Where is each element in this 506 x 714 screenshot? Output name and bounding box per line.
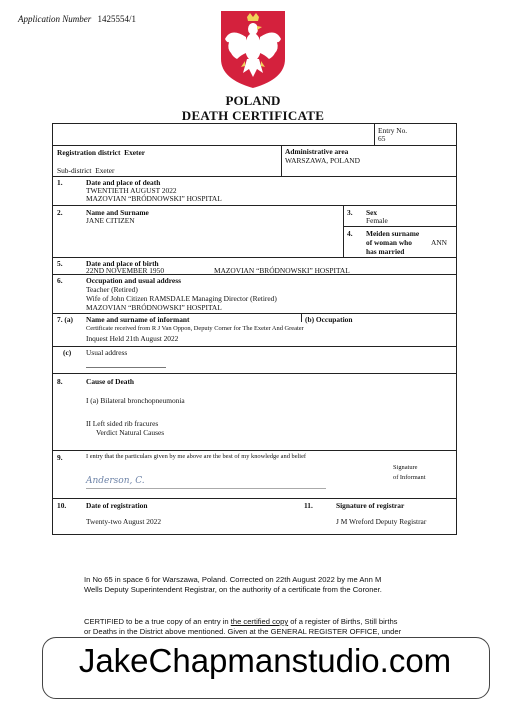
rule	[53, 450, 456, 451]
death-date-label: Date and place of death	[86, 178, 161, 187]
usual-address-blank	[86, 367, 166, 368]
field-10-number: 10.	[57, 501, 67, 510]
occupation-line-1: Teacher (Retired)	[86, 285, 138, 294]
birth-date-value: 22ND NOVEMBER 1950	[86, 266, 165, 275]
application-number	[18, 14, 136, 24]
death-place-value: MAZOVIAN “BRÓDNOWSKI” HOSPITAL	[86, 194, 222, 203]
occupation-line-3: MAZOVIAN “BRÓDNOWSKI” HOSPITAL	[86, 303, 222, 312]
informant-occupation-label: (b) Occupation	[305, 315, 353, 324]
informant-line-2: Inquest Held 21th August 2022	[86, 334, 179, 343]
occupation-line-2: Wife of John Citizen RAMSDALE Managing Director (Retired)	[86, 294, 277, 303]
field-4-number: 4.	[347, 229, 353, 238]
application-number-value: 1425554/1	[97, 14, 137, 24]
certified-text-part-2: of a register of Births, Still births	[288, 617, 398, 626]
field-7c-number: (c)	[63, 348, 72, 357]
sex-label: Sex	[366, 208, 378, 217]
polish-eagle-emblem	[219, 9, 287, 89]
certified-text-part-1: CERTIFIED to be a true copy of an entry in	[84, 617, 231, 626]
field-1-number: 1.	[57, 178, 63, 187]
country-heading: POLAND	[225, 93, 281, 108]
cause-3: Verdict Natural Causes	[96, 428, 165, 437]
rule	[343, 226, 456, 227]
field-3-number: 3.	[347, 208, 353, 217]
field-5-number: 5.	[57, 259, 63, 268]
death-date-value: TWENTIETH AUGUST 2022	[86, 186, 177, 195]
sub-district-label: Sub-district	[57, 166, 92, 175]
usual-address-label: Usual address	[86, 348, 128, 357]
registration-date-value: Twenty-two August 2022	[86, 517, 162, 526]
watermark-text: JakeChapmanstudio.com	[78, 642, 452, 679]
maiden-label-2: of woman who	[366, 238, 412, 247]
signature-label-1: Signature	[393, 464, 418, 471]
entry-divider	[374, 124, 375, 145]
certificate-form	[52, 123, 457, 535]
entry-value: 65	[378, 134, 386, 143]
entry-label: Entry No.	[378, 126, 408, 135]
rule	[53, 145, 456, 146]
admin-area-label: Administrative area	[285, 147, 349, 156]
application-number-label: Application Number	[18, 14, 92, 24]
sub-district-value: Exeter	[95, 166, 115, 175]
occupation-divider	[301, 313, 302, 322]
cause-label: Cause of Death	[86, 377, 135, 386]
field-9-number: 9.	[57, 453, 63, 462]
rule	[53, 373, 456, 374]
rule	[53, 498, 456, 499]
admin-divider	[281, 145, 282, 176]
registration-district-label: Registration district	[57, 148, 121, 157]
signature-line	[86, 488, 326, 489]
name-value: JANE CITIZEN	[86, 216, 135, 225]
certified-copy-link: the certified copy	[230, 617, 289, 626]
registrar-signature-value: J M Wreford Deputy Registrar	[336, 517, 427, 526]
field-2-number: 2.	[57, 208, 63, 217]
cause-1: I (a) Bilateral bronchopneumonia	[86, 396, 185, 405]
signature-label-2: of Informant	[393, 474, 426, 481]
rule	[53, 313, 456, 314]
rule	[53, 205, 456, 206]
informant-line-1: Certificate received from R J Van Oppon, Deputy Corner for The Exeter And Greater	[86, 325, 304, 332]
registration-district	[57, 149, 145, 157]
informant-signature: Anderson, C.	[86, 476, 145, 486]
birth-label: Date and place of birth	[86, 259, 159, 268]
rule	[53, 257, 456, 258]
admin-area-value: WARSZAWA, POLAND	[285, 156, 360, 165]
sex-divider	[343, 205, 344, 257]
name-label: Name and Surname	[86, 208, 149, 217]
field-6-number: 6.	[57, 276, 63, 285]
correction-note-line-2: Wells Deputy Superintendent Registrar, on the authority of a certificate from the Coroner.	[84, 585, 382, 594]
certified-statement-line-2: or Deaths in the District above mentioned. Given at the GENERAL REGISTER OFFICE, under	[84, 627, 402, 636]
maiden-value: ANN	[431, 238, 448, 247]
document-title: DEATH CERTIFICATE	[181, 108, 325, 123]
rule	[53, 346, 456, 347]
registration-date-label: Date of registration	[86, 501, 148, 510]
certified-statement-line-1	[84, 617, 397, 627]
rule	[53, 176, 456, 177]
sex-value: Female	[366, 216, 388, 225]
registration-district-value: Exeter	[124, 148, 146, 157]
maiden-label-1: Meiden surname	[366, 229, 420, 238]
cause-2: II Left sided rib fracures	[86, 419, 159, 428]
correction-note-line-1: In No 65 in space 6 for Warszawa, Poland. Corrected on 22th August 2022 by me Ann M	[84, 575, 382, 584]
occupation-label: Occupation and usual address	[86, 276, 181, 285]
sub-district	[57, 167, 115, 175]
field-7-number: 7. (a)	[57, 315, 74, 324]
registrar-signature-label: Signature of registrar	[336, 501, 405, 510]
birth-place-value: MAZOVIAN “BRÓDNOWSKI” HOSPITAL	[214, 266, 350, 275]
informant-declaration: I entry that the particulars given by me above are the best of my knowledge and belief	[86, 453, 307, 460]
field-8-number: 8.	[57, 377, 63, 386]
maiden-label-3: has married	[366, 247, 405, 256]
informant-label: Name and surname of informant	[86, 315, 190, 324]
field-11-number: 11.	[304, 501, 313, 510]
